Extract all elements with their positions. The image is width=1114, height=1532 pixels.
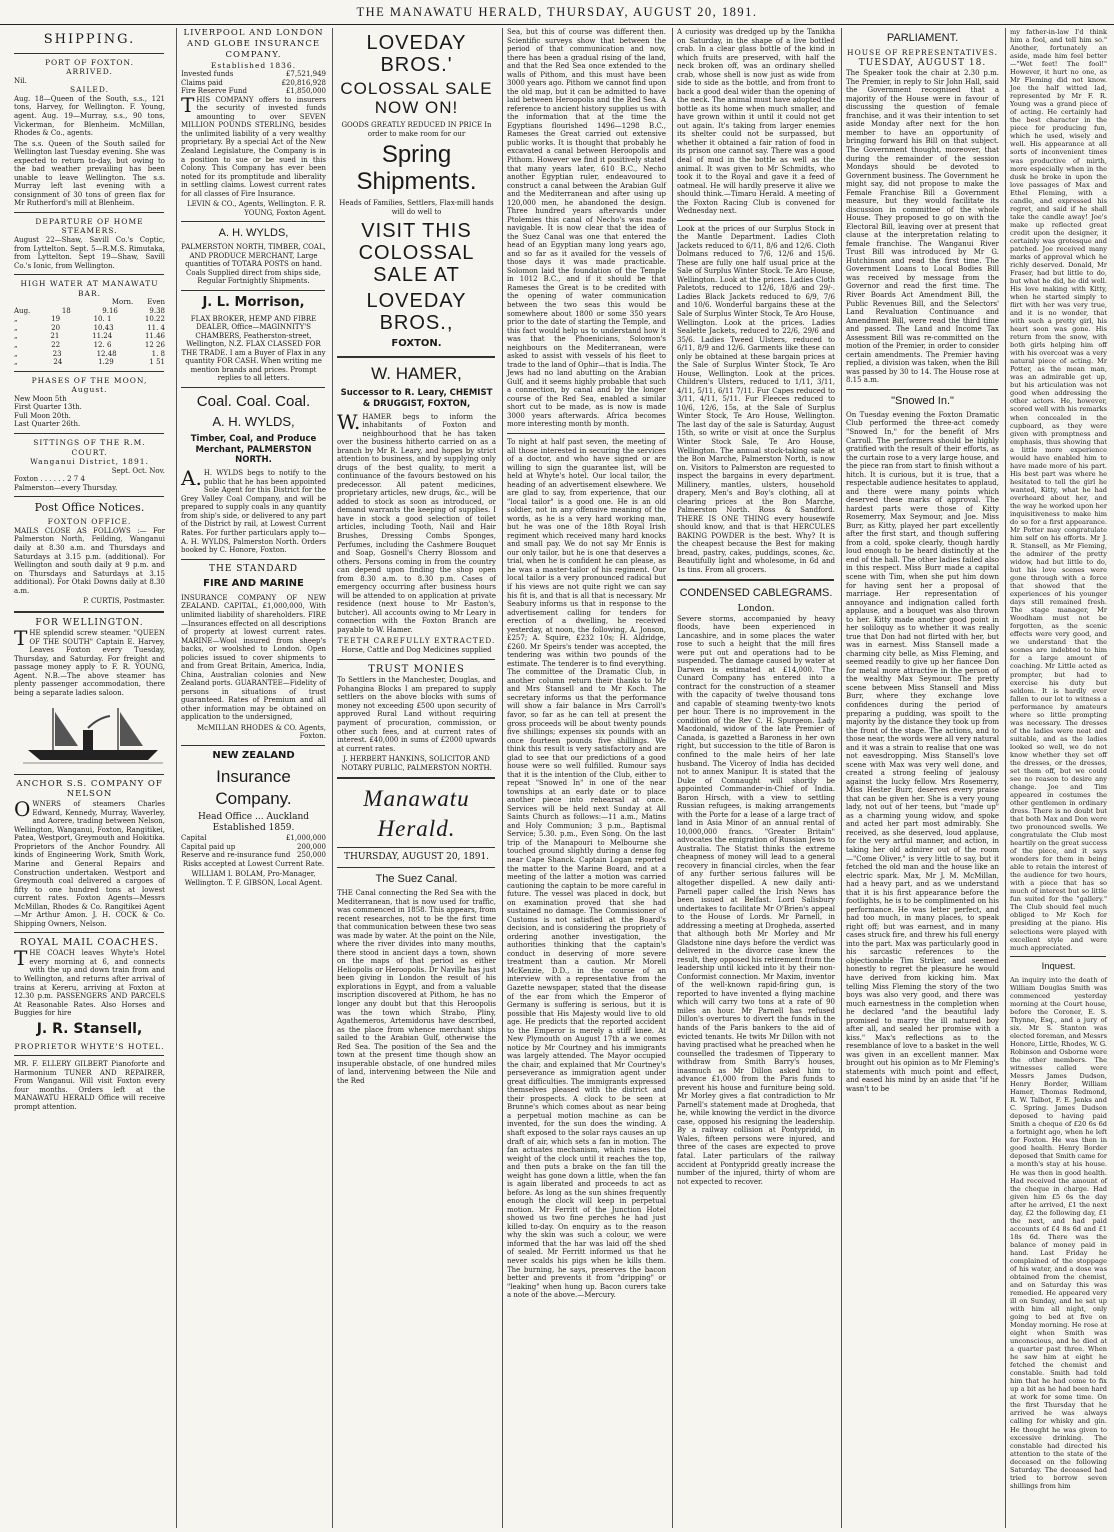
table-row [181, 851, 326, 860]
high-water-cell: 20 [51, 323, 61, 332]
column-2 [176, 28, 329, 1528]
high-water-cell: 10.22 [144, 315, 165, 324]
steamship-illustration [10, 700, 168, 770]
liverpool-heading: LIVERPOOL AND LONDON AND GLOBE INSURANCE COMPANY. [183, 28, 324, 60]
liverpool-sign: LEVIN & CO., Agents, Wellington. F. R. YOUNG, Foxton Agent. [187, 200, 326, 217]
high-water-row [14, 324, 165, 333]
shipping-heading: SHIPPING. [43, 32, 136, 47]
crab-story: A curiosity was dredged up by the Tanikha on Saturday, in the shape of a live bottled crab. In a clear glass bottle of the kind in which fruits are preserved, with half the neck broken off, was an ordinary shelled crab, whose shell is now just as wide from side to side as the bottle, and from front to back a good deal wider than the opening of the neck. The animal must have adopted the bottle as its home when much smaller, and have grown within it until it could not get out again. It's taking from larger enemies its shelter could not be surpassed, but whether it obtained a fair ration of food in its prison one cannot say. There was a good deal of mud in the bottle as well as the animal. It was given to Mr Schmidts, who took it to the Royal and gave it a feed of oatmeal. He will hardly preserve it alive we should think.—Timaru Herald. A meeting of the Foxton Racing Club is convened for Wednesday next. [677, 28, 835, 216]
row-label: Fire Reserve Fund [181, 87, 247, 96]
column-4 [502, 28, 669, 1528]
shipping-notes: The s.s. Queen of the South sailed for Wellington last Tuesday evening. She was expected to return to-day, but owing to the bad weather prevailing has been unable to leave Wellington. The s.s. Murray left last evening with a consignment of 30 tons of green flax for Mr Rutherford's mill at Blenheim. [14, 139, 165, 208]
high-water-cell: 23 [52, 349, 62, 358]
departure-text: August 22—Shaw, Savill Co.'s Coptic, from Lyttelton. Sept. 5—R.M.S. Rimutaka, from Lyttelton. Sept 19—Shaw, Savill Co.'s Ionic, from Wellington. [14, 236, 165, 270]
high-water-cell: 9.16 [102, 306, 118, 315]
hamer-heading: W. HAMER, [371, 364, 462, 384]
inquest-text: An inquiry into the death of William Douglas Smith was commenced yesterday morning at the Court house, before the Coroner, E. S. Thynne, Esq., and a jury of six. Mr S. Stanton was elected foreman, and Messrs Honore, Little, Rhodes, W. G. Robinson and Osborne were the other members. The witnesses called were Messrs James Dudson, Henry Border, William Hamer, Thomas Redmond, R. W. Talbot, F. E. Jenks and C. Spring. James Dudson deposed to having paid Smith a cheque of £20 6s 6d a fortnight ago, when he left for Foxton. He was then in good health. Henry Border deposed that Smith came for a month's stay at his house. He was then in good health. Had received the amount of the cheque in charge. Had given him £5 6s the day after he arrived, £1 the next day, £2 the following day, £1 the next, and had paid accounts of £4 8s 6d and £1 18s 6d. There was the balance of money paid in hand. Last Friday he complained of the stoppage of his water, and a dose was obtained from the chemist, and on Saturday this was remedied. He appeared very ill on Sunday, and he sat up with him all night, only going to bed at five on Monday morning. He rose at eight when Smith was unconscious, and he died at a quarter past three. When he saw him at eight he fetched the chemist and constable. Smith had told him that he had come to fix up a bit as he had been hard at work for some time. On the first Thursday that he arrived he was always calling for whisky and gin. He thought he was given to excessive drinking. The constable had directed his attention to the state of the deceased on the following Saturday. The deceased had tried to borrow seven shillings from him [1010, 975, 1108, 1490]
col-even: Even [147, 298, 165, 307]
high-water-row [14, 341, 165, 350]
wellington-text: THE splendid screw steamer. "QUEEN OF THE SOUTH" Captain E. Harvey, Leaves Foxton every Tuesday, Thursday, and Saturday. For freight and passage money apply to F. R. YOUNG, Agent. N.B.—The above steamer has plenty passenger accommodation, there being a separate ladies saloon. [14, 626, 165, 697]
horse-label: Horse, Cattle and Dog Medicines supplied [341, 645, 492, 654]
column-1 [10, 28, 168, 1528]
herald-date: THURSDAY, AUGUST 20, 1891. [343, 852, 490, 863]
high-water-cell: „ [14, 349, 18, 358]
morrison-text: FLAX BROKER, HEMP AND FIBRE DEALER, Office—MAGINNITY'S CHAMBERS, Featherston-street, Wellington, N.Z. FLAX CLASSED FOR THE TRADE. I am a Buyer of Flax in any quantity FOR CASH. When writing me mention brands and prices. Prompt replies to all letters. [181, 314, 326, 383]
post-office-sub: FOXTON OFFICE. [47, 517, 132, 527]
heads-text: Heads of Families, Settlers, Flax-mill hands will do well to [339, 199, 494, 216]
surplus-stock-ads: Look at the prices of our Surplus Stock in the Mantle Department. Ladies Cloth Jackets reduced to 6/11, 8/6 and 12/6. Cloth Dolmans reduced to 7/6, 12/6 and 15/6. These are fully one half usual price at the Sale of Surplus Winter Stock. Te Aro House, Wellington. Look at the prices. Ladies Cloth Paletots, reduced to 12/6, 18/6 and 29/-. Ladies Black Jackets reduced to 6/9, 7/6 and 10/6. Wonderful bargains these at the Sale of Surplus Winter Stock, Te Aro House, Wellington. Look at the prices. Ladies Sealette Jackets, reduced to 22/6, 29/6 and 35/6. Ladies Tweed Ulsters, reduced to 6/11, 8/9 and 12/6. Garments like these can only be obtained at these bargain prices at the Sale of Surplus Winter Stock, Te Aro House, Wellington. Look at the prices. Children's Ulsters, reduced to 1/11, 3/11, 4/11, 5/11, 6/11 7/11. Fur Capes reduced to 3/11, 4/11, 5/11. Fur Fleeces reduced to 10/6, 12/6, 15s, at the Sale of Surplus Winter Stock, Te Aro House, Wellington. The last day of the sale is Saturday, August 15th, so write or visit at once the Surplus Winter Stock Sale, Te Aro House, Wellington. The annual stock-taking sale at the Bon Marche, Palmerston North, is now on. Visitors to Palmerston are requested to inspect the bargains in every department. Millinery, mantles, ulsters, household drapery, Men's and Boy's clothing, all at clearing prices at the Bon Marche, Palmerston North. Ross & Sandford. THERE IS ONE THING every housewife should know, and that is that HERCULES BAKING POWDER is the best. Why? It is the cheapest because the Best for making bread, pastry, cakes, puddings, scones, &c. Beautifully light and wholesome, in 6d and 1s tins. From all grocers. [677, 224, 835, 574]
high-water-cell: 1 51 [149, 358, 165, 367]
post-office-text: MAILS CLOSE AS FOLLOWS :— For Palmerston North, Feilding, Wanganui daily at 8.30 a.m. and Thursdays and Saturdays at 3.15 p.m. (additional). For Wellington and south daily at 9 p.m. and on Thursdays and Saturdays at 3.15 additional). For Otaki Downs daily at 8.30 a.m. [14, 526, 165, 595]
high-water-cell: 11.46 [144, 332, 165, 341]
high-water-row [14, 350, 165, 359]
nz-title: Insurance Company. [215, 766, 292, 808]
snowed-in-text: On Tuesday evening the Foxton Dramatic Club performed the three-act comedy "Snowed In," for the benefit of Mrs Carroll. The performers should be highly gratified with the result of their efforts, as the curtain rose to a very large house, and the piece ran from start to finish without a hitch. It is curious, but it is true, that a respectable audience hesitates to applaud, and there were many points which deserved these marks of approval. The hardest parts were those of Kitty Rosemerry, Max Seymour, and Joe. Miss Burr, as Kitty, played her part excellently after the first start, and though suffering from a cold, spoke clearly, though hardly loud enough to be heard distinctly at the end of the hall. The other ladies failed also in this respect. Miss Burr made a capital scene with Tim, when she put him down for having sent her a proposal of marriage. Her representation of annoyance and indignation called forth applause, and a bouquet was also thrown to her. Kitty made another good point in her soliloquy as to whether it was really true that Don had not flirted with her, but was in earnest. Miss Stansell made a charming city belle, as Miss Fleming, and seemed readily to give up her fiancee Don for metal more attractive in the person of the wealthy Max Seymour. The pretty scene between Miss Stansell and Miss Burr, where they exchange love confidences during the period of preparing a pudding, was spoilt to the majority by the distance they took up from the front of the stage. The actions, and to those near, the words were all very natural and it was a strain to realise that one was not eavesdropping. Miss Stansell's love scene with Max was very well done, and created a strong feeling of jealousy against the lucky fellow. Mrs Rosemerry, Miss Hester Burr, deserves every praise that can be given her. She is a very young lady, not out of her teens, but "made up" as a charming young widow, and spoke and acted her part most admirably. She received, as she deserved, loud applause, for the very artful manner, and action, in taking her old admirer out of the room—"Come Oliver," is very little to say, but it fetched the old man and the house like an electric spark. Max, Mr J. M. McMillan, had a heavy part, and as we understand that it is his first appearance before the footlights, he is to be complimented on his performance. He was letter perfect, and had too much, in many places, to speak right off; but was earnest, and in many cases struck fire, and threw his full energy into the part. Max was particularly good in his sarcastic references to the objectionable Tim Striker, and seemed honestly to regret the pleasure he would have derived from kicking him. Max telling Miss Fleming the story of the two boys was also very good, and there was much earnestness in the completion when he declared "and the beautiful lady promised to marry the ill natured boy after all, and sealed her promise with a kiss." Max's reflections as to the resemblance of love to a basket in the well was given in an excellent manner. Max brought out his opinion as to Mr Fleming's statements with much point and effect, and eased his mind by an aside that "if he wasn't to be [846, 410, 999, 1093]
table-row [181, 87, 326, 96]
high-water-cell: 22 [51, 341, 61, 349]
sailed-text: Aug. 18—Queen of the South, s.s., 121 tons, Harvey, for Wellington. F. Young, agent. Aug. 19—Murray, s.s., 90 tons, Vickerman, for Blenheim. McMillan, Rhodes & Co., agents. [14, 94, 165, 138]
court-sub: Wanganui District, 1891. [30, 457, 149, 467]
high-water-cell: „ [14, 332, 18, 341]
high-water-cell: „ [14, 358, 18, 367]
liverpool-text: THIS COMPANY offers to insurers the security of invested funds amounting to over SEVEN MILLION POUNDS STERLING, besides the unlimited liability of a very wealthy proprietary. By a special Act of the New Zealand Legislature, the Company is in a position to sue or be sued in this Colony. This Company has ever been noted for its promptitude and liberality in settling claims. Lowest current rates for all classes of Fire Insurance. [181, 92, 326, 198]
spring-shipments-heading: Spring Shipments. [356, 141, 477, 195]
post-office-sign: P. CURTIS, Postmaster. [83, 597, 165, 606]
hamer-text: W.HAMER begs to inform the inhabitants of Foxton and neighbourhood that he has taken over the business hitherto carried on as a branch by Mr R. Leary, and hopes by strict attention to business, and by supplying only drugs of the best quality, to merit a continuance of the favours bestowed on his predecessor. All patent medicines, proprietary articles, new drugs, &c., will be added to stock as soon as introduced, or demand warrants the keeping of supplies. I have in stock a good selection of toilet articles, including Tooth, Nail and Hair Brushes, Dressing Combs Sponges, Perfumes, including the Cashmere Bouquet and Soap, Gosnell's Cherry Blossom and others. Persons coming in from the country can depend upon finding the shop open from 8.30 a.m. to 8.30 p.m. Cases of emergency occurring after business hours will be attended to on application at private residence (next house to Mr Easton's, butcher). All accounts owing to Mr Leary in connection with the Foxton Branch are payable to W. Hamer. [337, 409, 496, 634]
parliament-date: TUESDAY, AUGUST 18. [858, 57, 987, 68]
row-label: Reserve and re-insurance fund [181, 851, 291, 860]
moon-heading: PHASES OF THE MOON, [31, 375, 148, 385]
moon-sub: August. [71, 385, 108, 395]
high-water-cell: 10. 1 [93, 315, 112, 324]
table-row [181, 79, 326, 88]
anchor-text: OWNERS of steamers Charles Edward, Kennedy, Murray, Waverley, and Aorere, trading between Nelson, Wellington, Wanganui, Foxton, Rangitikei, Patea, Westport, Greymouth and Hokitika. Proprietors of the Anchor Foundry. All kinds of Engineering Work, Smith Work, Marine and General Repairs and Construction undertaken. Westport and Greymouth coal delivered a cargoes of fifty to one hundred tons at lowest current rates. Foxton Agents—Messrs McMillan, Rhodes & Co. Rangitikei Agent—Mr Arthur Amon. J. H. COCK & Co. Shipping Owners, Nelson. [14, 797, 165, 928]
loveday2-heading: LOVEDAY BROS., [366, 290, 467, 335]
visit-sale-heading: VISIT THIS COLOSSAL SALE AT [358, 220, 475, 287]
high-water-cell: 18 [61, 306, 71, 315]
hankins-sign: J. HERBERT HANKINS, SOLICITOR AND NOTARY PUBLIC, PALMERSTON NORTH. [341, 755, 492, 772]
wellington-heading: FOR WELLINGTON. [35, 617, 144, 628]
stansell-sub: PROPRIETOR WHYTE'S HOTEL. [14, 1041, 165, 1051]
wylds2-text: A.H. WYLDS begs to notify to the public that he has been appointed Sole Agent for this District for the Grey Valley Coal Company, and will be prepared to supply coals in any quantity from ship's side, or delivered to any part of the District by rail, at Lowest Current Rates. For further particulars apply to— A. H. WYLDS, Palmerston North. Orders booked by C. Honore, Foxton. [181, 466, 326, 555]
court-heading: SITTINGS OF THE R.M. COURT. [33, 437, 146, 457]
row-value: £1,000,000 [285, 834, 326, 843]
row-label: Claims paid [181, 78, 223, 87]
snowed-in-continued: my father-in-law I'd think him a fool, and tell him so." Another, fortunately an aside, made him feel better—"Wet feet! The fool!" However, it hurt no one, as Mr Fleming did not know. Joe the half witted lad, represented by Mr F. R. Young was a grand piece of of acting. He certainly had the best character in the piece for producing fun, which he used, wisely and well. His appearance at all sorts of inconvenient times was productive of mirth, more especially when in the dusk he broke in upon the love passages of Max and Ethel Fleming, with a candle, and expressed his regret, and said if he shall take the candle away! Joe's make up reflected great credit upon the designer, it certainly was grotesque and patched. Joe received many marks of approval which he richly deserved. Donald, Mr Fraser, had but little to do, but what he did, he did well. His love making with Kitty, when he started simply to flirt with her was very true, and it is no wonder, that with such a pretty girl, his heart soon was gone. His return from the snow, with both girls helping him off with his overcoat was a very natural piece of acting. Mr Potter, as the mean man, was an admirable get up, but his articulation was not good when addressing the other actors. He, however, scored well with his remarks when concealed in the cupboard, as they were given with promptness and emphasis, thus showing that a little more experience would have enabled him to have made more of his part. His best part was where he hesitated to tell the girl he wanted, Kitty, what he had overheard about her, and the way he worked upon her inquisitiveness to make him do so for a first appearance. Mr Potter may congratulate him self on his efforts. Mr J. R. Stansell, as Mr Fleming, the admirer of the pretty widow, had but little to do, but his love scenes were gone through with a force that showed that the experiences of his younger days still remained fresh. The stage manager, Mr Woodham must not be forgotten, as the scenic effects were very good, and we understand that the scenes are indebted to him for a large amount of coaching. Mr Little acted as prompter, but had to exercise his duty but seldom. It is hardly ever fallen to our lot to witness a performance by amateurs where so little prompting was necessary. The dresses of the ladies were neat and suitable, and as the ladies looked so well, we do not know whether they set off the dresses, or the dresses, set them off, but we could see no reason to desire any change. Joe and Tim appeared in costumes the other gentlemen in ordinary dress. There is no doubt but that both Max and Don were two pronounced swells. We congratulate the Club most heartily on the great success of the piece, and it says wonders for them in being able to retain the interest of the audience for two hours, with a piece that has so much of interest but so little fun suited for the "gallery." The Club should feel much obliged to Mr Koch for presiding at the piano. His selections were played with excellent style and were much appreciated. [1010, 28, 1107, 952]
suez-text: THE Canal connecting the Red Sea with the Mediterranean, that is now used for traffic, was commenced in 1858. This appears, from recent researches, not to be the first time that communication between these two seas was made by water. At the point on the Nile, where the river divides into many mouths, there stood in ancient days a town, shown on the maps of that period as either Heliopolis or Heroopolis. Dr Naville has just been giving in London the result of his explorations in Egypt, and from a valuable inscription discovered at Pithom, he has no longer any doubt but that this Heroopolis was the town which Strabo, Pliny, Agathemeros, Artemidorus have described, as the place from whence merchant ships sailed to the Arabian Gulf, otherwise the Red Sea. The position of the Sea and the town at the present time though show an insuperable obstacle, of one hundred miles of land, intervening between the Nile and the Red [337, 889, 496, 1085]
row-label: Capital paid up [181, 842, 236, 851]
snowed-in-heading: "Snowed In." [891, 394, 954, 407]
standard-heading: THE STANDARD [208, 563, 299, 574]
anchor-heading: ANCHOR S.S. COMPANY OF NELSON [16, 778, 163, 800]
high-water-cell: 11.24 [92, 332, 113, 341]
post-office-heading: Post Office Notices. [34, 501, 145, 515]
high-water-cell: 12. 6 [93, 341, 112, 349]
nz-text: Risks accepted at Lowest Current Rate. [182, 859, 325, 868]
high-water-cell: 24 [53, 358, 63, 367]
arrived-nil: Nil. [14, 76, 27, 85]
column-6 [841, 28, 1002, 1528]
high-water-cell: 1. 8 [151, 349, 165, 358]
high-water-cell: 9.38 [149, 306, 165, 315]
cablegrams-text: Severe storms, accompanied by heavy floods, have been experienced in Lancashire, and in some places the water rose to such a height that the mill fires were put out and operations had to be suspended. The damage caused by water at Darwen is estimated at £14,000. The Cunard Company has entered into a contract for the construction of a steamer with the capacity of twelve thousand tons and capable of steaming twenty-two knots per hour. There is no improvement in the condition of the Rev C. H. Spurgeon. Lady Macdonald, widow of the late Premier of Canada, is gazetted a Baroness in her own right, but succession to the title of Baron is confined to the male heirs of her late husband. The Viceroy of India has decided not to annex Manipur. It is stated that the Duke of Connaught will shortly be appointed Commander-in-Chief of India. Baron Hirsch, with a view to settling Russian refugees, is making arrangements with the Porte for a lease of a large tract of land in Asia Minor of an annual rental of 10,000,000 francs. "Greater Britain" advocates the emigration of Russian Jews to Australia. The Statist thinks the extreme cheapness of money will lead to a general recovery in financial circles, when the fear of any further serious failures will be altogether dispelled. A new daily anti-Parnell paper called the Irish News has been issued at Belfast. Lord Salisbury undertakes to facilitate Mr O'Brien's appeal to the House of Lords. Mr Parnell, in addressing a meeting at Drogheda, asserted that although both Mr Morley and Mr Gladstone nine days before the verdict was delivered in the divorce case knew the result, they opposed his retirement from the leadership until kicked into it by their non-Conformist connection. Mr Maxim, inventor of the well-known rapid-firing gun, is reported to have invented a flying machine which will carry two tons at a rate of 90 miles an hour. Mr Parnell has refused Dillon's overtures to divert the funds in the hands of the Paris bankers to the aid of evicted tenants. He twits Mr Dillon with not having practised what he preached when he counselled the tradesmen of Tipperary to withdraw from Smith Barry's houses, inasmuch as Mr Dillon asked him to advance £1,000 from the Paris funds to prevent his house and furniture being sold. Mr Morley gives a flat contradiction to Mr Parnell's statement made at Drogheda, that he, while knowing the verdict in the divorce case, opposed his resigning the leadership. By a railway collision at Pontypridd, in Wales, fifteen persons were injured, and three of the cases are expected to prove fatal. Later particulars of the railway accident at Pontypridd greatly increase the number of the injured, thirty of whom are not expected to recover. [677, 614, 835, 1186]
wylds-heading: A. H. WYLDS, [218, 227, 289, 240]
moon-text: New Moon 5th First Quarter 13th. Full Moon 20th. Last Quarter 26th. [14, 394, 82, 429]
court-row-1: Foxton . . . . . . 2 7 4 [14, 475, 85, 484]
liverpool-established: Established 1836. [210, 60, 297, 70]
trust-text: To Settlers in the Manchester, Douglas, and Pohangina Blocks I am prepared to supply settlers on the above blocks with sums of money not exceeding £500 upon security of approved Rural Land without requiring payment of procuration, commission, or other such fees, and at current rates of interest. £40,000 in sums of £2000 upwards at current rates. [337, 676, 496, 753]
morrison-heading: J. L. Morrison, [202, 294, 305, 310]
high-water-table [10, 307, 168, 367]
high-water-cell: Aug. [14, 306, 31, 315]
sailed-label: SAILED. [69, 85, 110, 95]
departure-heading: DEPARTURE OF HOME STEAMERS. [35, 216, 144, 236]
royal-mail-heading: ROYAL MAIL COACHES. [20, 937, 159, 949]
suez-heading: The Suez Canal. [375, 873, 458, 885]
high-water-row [14, 332, 165, 341]
parliament-text: The Speaker took the chair at 2.30 p.m. The Premier, in reply to Sir John Hall, said the Government recognised that a majority of the House were in favour of discussing the question of female franchise, and it was their intention to set aside Monday after next for the hon member to have an opportunity of bringing forward his Bill on that subject. The Government thought, moreover, that during the remainder of the session Mondays should be devoted to Government business. The Government he might say, did not propose to make the Female Franchise Bill a Government measure, but they would facilitate its discussion in committee of the whole House. They proposed to go on with the Electoral Bill, leaving over at present that clause at the interpretation relating to female franchise. The Wanganui River Trust Bill was introduced by Mr G. Hutchinson and read the first time. The Government Loans to Local Bodies Bill was received by message from the Governor and read the first time. The River Boards Act Amendment Bill, the Public Revenues Bill, and the Selectors' Land Revaluation Continuance and Amendment Bill, were read the third time and passed. The Land and Income Tax Assessment Bill was re-committed on the motion of the Premier, in order to consider certain amendments. The Premier having replied, a division was taken, when the Bill was passed by 30 to 14. The House rose at 8.15 a.m. [846, 69, 999, 385]
high-water-cell: 1.29 [98, 358, 114, 367]
cablegrams-heading: CONDENSED CABLEGRAMS. [679, 587, 833, 600]
high-water-cols [10, 298, 168, 307]
row-value: £1,850,000 [285, 87, 326, 96]
col-morn: Morn. [111, 298, 134, 307]
table-row [181, 834, 326, 843]
wylds-text: PALMERSTON NORTH, TIMBER, COAL, AND PRODUCE MERCHANT, Large quantities of TOTARA POSTS on hand. Coals Supplied direct from ships side, Regular Fortnightly Shipments. [181, 243, 326, 286]
trust-heading: TRUST MONIES [368, 663, 465, 675]
wylds2-sub: Timber, Coal, and Produce Merchant, PALMERSTON NORTH. [190, 433, 317, 466]
loveday-heading: LOVEDAY BROS.' [366, 32, 467, 76]
nz-office: Head Office ... Auckland Established 1859. [197, 812, 310, 834]
court-cols: Sept. Oct. Nov. [111, 466, 165, 475]
local-news: To night at half past seven, the meeting of all those interested in securing the services of a doctor, and who have signed or are willing to sign the guarantee list, will be held at Whyte's hotel. Our local tailor, the heading of an advertisement elsewhere. We are glad to say, from experience, that our "local tailor" is a good one. He is an old soldier, not in any offensive meaning of the words, as he is a very hard working man, but he was one of the 18th Royal Irish regiment which received many hard knocks and small pay. We do not say Mr Ennis is our only tailor, but he is one that deserves a trial, when he is confident he can please, as he was a master-tailor of his regiment. Our local tailor is a very pronounced radical but if his views are not quite right we can say his fit is, and that is all that is necessary. Mr Seabury informs us that in response to the advertisement calling for tenders for erection of a dwelling, he received yesterday, at noon, the following, A. Jonson, £257; A. Squire, £232 10s; H. Aldridge, £260. Mr Speirs's tender was accepted, the tendering was within two pounds of the estimate. The tenderer is to find everything. The committee of the Dramatic Club, in another column return their thanks to Mr and Mrs Stansell and to Mr Koch. The secretary informs us that the performance will show a fair balance in Mrs Carroll's favor, so far as he can tell at present the gross proceeds will be about twenty pounds five shillings; expenses six pounds with an once fourteen pounds five shillings. We think this result is very satisfactory and are glad to see that our predictions of a good house were so well fulfilled. Rumour says that it is the intention of the Club, either to repeat "Snowed In" in one of the near townships at an early date or to place another piece into rehearsal at once. Services will be held next Sunday at All Saints Church as follows:—11 a.m., Matins and Holy Communion; 3 p.m., Baptismal Service; 5.30. p.m., Even Song. On the last trip of the Manapouri to Melbourne she touched ground slightly during a dense fog near Cape Shanck. Captain Logan reported the matter to the Marine Board, and at a meeting of the latter a motion was carried cautioning the captain to be more careful in future. The vessel was placed in dock, but on examination proved that she had sustained no damage. The Commissioner of Customs is not satisfied at the Board's decision, and is considering the propriety of ordering another investigation, the authorities thinking that the captain's conduct in deserving of more severe treatment than a caution. Mr Morell McKenzie, D.D., in the course of an interview with a representative from the Gazette newspaper, stated that the disease of the ear from which the Emperor of Germany is suffering is serious, but it is possible that His Majesty would live to old age. He predicts that the reported accident to the Emperor is merely a stiff knee. At New Plymouth on August 17th a we comes notice by Mr Courtney and his immigrants was largely attended. The Mayor occupied the chair, and explained that Mr Courtney's perseverance as immigration agent under great difficulties. The immigrants expressed themselves pleased with the district and their prospects. A clock to be seen at Brunne's which comes about as near being a perpetual motion machine as can be invented, for the sun does the winding. A shaft exposed to the solar rays causes an up draft of air, which sets a fan in motion. The fan actuates mechanism, which raises the weight of the clock until it reaches the top, and then puts a brake on the fan till the weight has gone down a little, when the fan is again liberated and proceeds to act as before. As long as the sun shines frequently enough the clock will keep in perpetual motion. Mr Ferritt of the Junction Hotel showed us two fine perches he had just killed to-day. On enquiry as to the reason why the skin was such a colour, we were informed that the har was laid off the shed of sealed. Mr Ferritt informed us that he never scalds his pigs when he kills them. The burning, he says, preserves the bacon better and prevents it from "dripping" or "leaking" when hung up. Bacon curers take a note of the above.—Mercury. [507, 437, 666, 1300]
row-value: £7,521,949 [285, 70, 326, 79]
high-water-cell: „ [14, 323, 18, 332]
high-water-cell: 11. 4 [147, 323, 165, 332]
high-water-cell: 21 [50, 332, 60, 341]
table-row [181, 70, 326, 79]
parliament-sub: HOUSE OF REPRESENTATIVES. [847, 48, 998, 58]
hamer-sub: Successor to R. Leary, CHEMIST & DRUGGIST, FOXTON, [340, 387, 493, 409]
suez-continued: Sea, but this of course was different then. Scientific surveys show that between the period of that communication and now, there has been a gradual rising of the land, and that the Red Sea once extended to the walls of Pithom, and this must have been 3000 years ago. Pithom we cannot find upon the old map, but it can be admitted to have laid between Heroopolis and the Red Sea. A reference to ancient history supplies us with the information that at the time the Egyptians flourished 1496—1298 B.C., Rameses the Great carried out extensive public works. It is thought that probably he excavated a canal between Heroopolis and Pithom. However we find it positively stated that many years later, 610 B.C., Necho another Egyptian ruler, endeavoured to construct a canal between the Arabian Gulf and the Mediterranean and after using up 120,000 men, he abandoned the design. Three hundred years afterwards under Ptolemies this canal of Necho's was made navigable. It is now clear that the idea of the Suez Canal was one that entered the head of an Egyptian many long years ago, and so far as it availed for the vessels of those days it was made practicable. Solomon laid the foundation of the Temple in 1012 B.C., and if it should be that Rameses the Great is to be credited with the opening of water communication between the two seas this would be somewhere about 1800 or some 350 years prior to the date of starting the Temple, and this fact would help us to understand how it was that the Phoenicians, Solomon's neighbours on the Mediterranean, were asked to assist with vessels of his fleet to trade to the land of Ophir—that is India. The Jews had no land abutting on the Arabian Gulf, and it seems highly probable that such a connection, by canal and by the longer course of the Red Sea, enabled a similar short cut to be made, as is now is made 3000 years afterwards. Africa becomes more interesting month by month. [507, 28, 666, 429]
fire-marine-heading: FIRE AND MARINE [203, 578, 304, 590]
gilbert-ad: MR. F. ELLERY GILBERT Pianoforte and Harmonium TUNER AND REPAIRER, From Wanganui. Will visit Foxton every four months. Orders left at the MANAWATU HERALD Office will receive prompt attention. [14, 1060, 165, 1111]
row-value: 200,000 [297, 842, 326, 851]
teeth-label: TEETH CAREFULLY EXTRACTED. [337, 636, 496, 646]
court-row-2: Palmerston—every Thursday. [14, 483, 118, 492]
page-masthead: THE MANAWATU HERALD, THURSDAY, AUGUST 20, 1891. [0, 4, 1114, 25]
column-7 [1005, 28, 1110, 1528]
parliament-heading: PARLIAMENT. [886, 32, 959, 44]
column-3 [332, 28, 499, 1528]
herald-title: Manawatu Herald. [363, 786, 470, 841]
high-water-row [14, 358, 165, 367]
high-water-cell: 10.43 [93, 323, 114, 332]
royal-mail-text: THE COACH leaves Whyte's Hotel every morning at 6, and connects with the up and down train from and to Wellington, and returns after arrival of trains at Kereru, arriving at Foxton at 12.30 p.m. PASSENGERS AND PARCELS At Reasonable Rates. Also Horses and Buggies for hire [14, 946, 165, 1018]
row-value: 250,000 [297, 851, 326, 860]
high-water-row [14, 315, 165, 324]
nz-sign: WILLIAM I. BOLAM, Pro-Manager, Wellington. T. F. GIBSON, Local Agent. [184, 870, 323, 887]
high-water-heading: HIGH WATER AT MANAWATU BAR. [20, 279, 159, 298]
high-water-cell: 19 [51, 315, 61, 324]
foxton-label: FOXTON. [391, 338, 442, 350]
liverpool-funds [177, 70, 329, 96]
colossal-sale-heading: COLOSSAL SALE NOW ON! [340, 79, 493, 117]
standard-text: INSURANCE COMPANY OF NEW ZEALAND. CAPITAL, £1,000,000, With unlimited liability of shareholders. FIRE—Insurances effected on all descriptions of property at lowest current rates. MARINE—Wool insured from sheep's backs, or woolshed to London. Open policies issued to cover shipments to and from Great Britain, America, India, China, Australian colonies and New Zealand ports. GUARANTEE—Fidelity of persons in situations of trust guaranteed. Rates of Premium and all other information may be obtained on application to the undersigned, [181, 593, 326, 722]
coal-heading: Coal. Coal. Coal. [196, 392, 311, 410]
high-water-row [14, 307, 165, 316]
standard-sign: McMILLAN RHODES & CO. Agents, Foxton. [197, 723, 326, 741]
inquest-heading: Inquest. [1041, 960, 1076, 972]
high-water-cell: 12.48 [96, 349, 117, 358]
column-5 [672, 28, 838, 1528]
table-row [181, 843, 326, 852]
nz-capital-table [177, 834, 329, 860]
high-water-cell: „ [14, 341, 18, 349]
stansell-name: J. R. Stansell, [36, 1020, 143, 1037]
row-label: Invested funds [181, 70, 234, 79]
london-label: London. [737, 603, 775, 614]
high-water-cell: 12 26 [144, 341, 165, 349]
nz-heading: NEW ZEALAND [212, 749, 295, 761]
high-water-cell: „ [14, 315, 18, 324]
arrived-label: ARRIVED. [66, 67, 113, 77]
port-label: PORT OF FOXTON. [44, 57, 134, 67]
goods-text: GOODS GREATLY REDUCED IN PRICE In order to make room for our [341, 121, 492, 138]
row-value: £20,816,928 [281, 78, 326, 87]
wylds2-heading: A. H. WYLDS, [212, 414, 295, 430]
row-label: Capital [181, 834, 207, 843]
